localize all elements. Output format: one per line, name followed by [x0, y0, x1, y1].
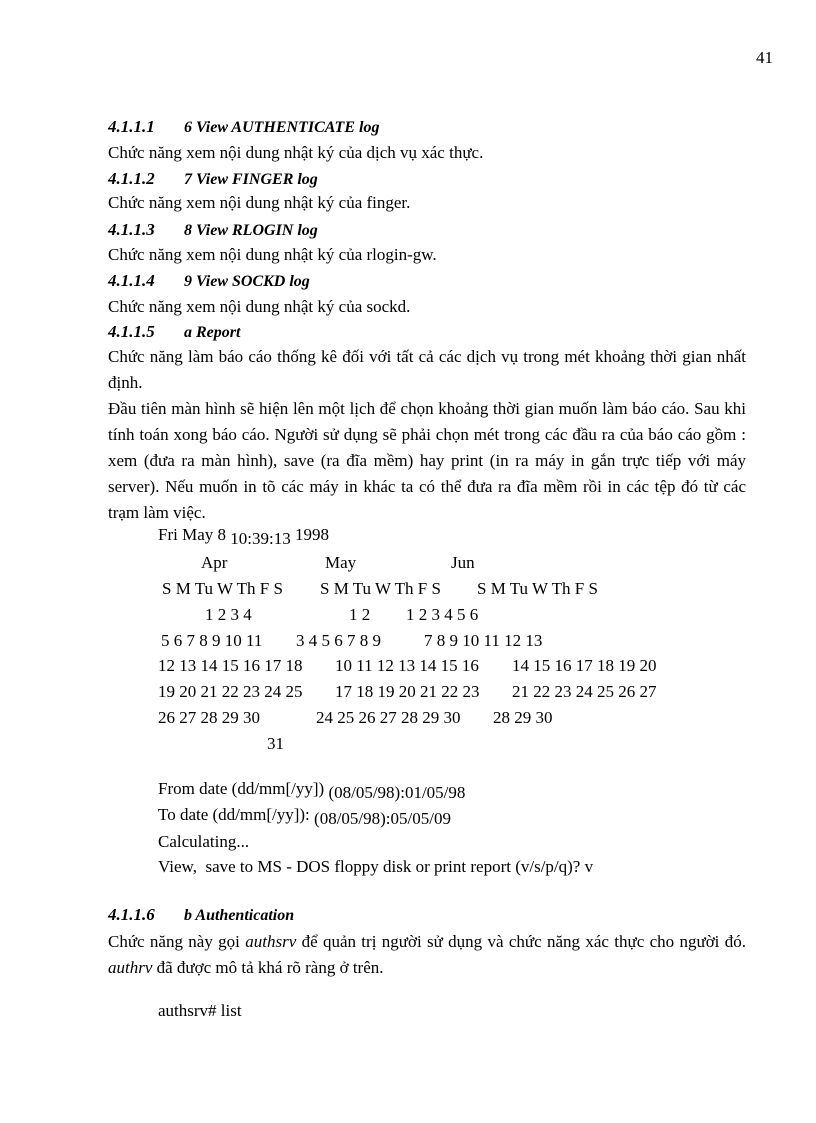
section-body: Chức năng xem nội dung nhật ký của finger. — [108, 193, 411, 212]
page-number: 41 — [756, 48, 773, 67]
calendar-line: 17 18 19 20 21 22 23 — [335, 682, 480, 701]
to-date-prompt: To date (dd/mm[/yy]): (08/05/98):05/05/09 — [158, 805, 451, 828]
calendar-line: 1 2 3 4 — [205, 605, 252, 624]
month-may: May — [325, 553, 357, 572]
section-heading — [108, 905, 294, 925]
calendar-line: 3 4 5 6 7 8 9 — [296, 631, 381, 650]
calendar-line: 24 25 26 27 28 29 30 — [316, 708, 461, 727]
section-body: Chức năng xem nội dung nhật ký của sockd. — [108, 297, 411, 316]
calendar-line: 28 29 30 — [493, 708, 553, 727]
section-body: Chức năng này gọi authsrv để quản trị người sử dụng và chức năng xác thực cho người đó. authrv đã được mô tả khá rõ ràng ở trên. — [108, 932, 746, 977]
section-number: 4.1.1.3 — [108, 220, 155, 239]
authsrv-term: authsrv — [245, 932, 297, 951]
terminal-date-line: Fri May 8 10:39:13 1998 — [158, 525, 329, 548]
section-number: 4.1.1.1 — [108, 117, 155, 136]
calendar-line: 19 20 21 22 23 24 25 — [158, 682, 303, 701]
section-heading — [108, 169, 318, 189]
section-number: 4.1.1.6 — [108, 905, 155, 924]
section-body: Chức năng xem nội dung nhật ký của rlogin-gw. — [108, 245, 437, 264]
calendar-line: 12 13 14 15 16 17 18 — [158, 656, 303, 675]
calendar-line: 1 2 3 4 5 6 — [406, 605, 479, 624]
section-heading — [108, 117, 379, 137]
calendar-line: 21 22 23 24 25 26 27 — [512, 682, 657, 701]
section-heading — [108, 322, 240, 342]
calendar-line: 26 27 28 29 30 — [158, 708, 260, 727]
weekday-header: S M Tu W Th F S — [162, 579, 283, 598]
calendar-line: 31 — [267, 734, 284, 753]
section-number: 4.1.1.2 — [108, 169, 155, 188]
section-title: a Report — [184, 324, 241, 341]
section-number: 4.1.1.5 — [108, 322, 155, 341]
calendar-line: 7 8 9 10 11 12 13 — [424, 631, 543, 650]
calendar-line: 1 2 — [349, 605, 371, 624]
calendar-line: 10 11 12 13 14 15 16 — [335, 656, 479, 675]
section-body: Chức năng xem nội dung nhật ký của dịch vụ xác thực. — [108, 143, 484, 162]
section-title: 9 View SOCKD log — [184, 273, 310, 290]
section-heading — [108, 271, 310, 291]
section-heading — [108, 220, 318, 240]
section-title: b Authentication — [184, 907, 295, 924]
view-save-prompt: View, save to MS - DOS floppy disk or print report (v/s/p/q)? v — [158, 857, 594, 876]
weekday-header: S M Tu W Th F S — [477, 579, 598, 598]
month-jun: Jun — [451, 553, 475, 572]
month-apr: Apr — [201, 553, 228, 572]
section-title: 6 View AUTHENTICATE log — [184, 119, 380, 136]
calendar-line: 5 6 7 8 9 10 11 — [161, 631, 263, 650]
calendar-line: 14 15 16 17 18 19 20 — [512, 656, 657, 675]
section-title: 8 View RLOGIN log — [184, 222, 318, 239]
section-title: 7 View FINGER log — [184, 171, 318, 188]
section-body-continued: Đầu tiên màn hình sẽ hiện lên một lịch để chọn khoảng thời gian muốn làm báo cáo. Sau khi tính toán xong báo cáo. Người sử dụng sẽ phải chọn mét trong các đầu ra của báo cáo gồm : xem (đưa ra màn hình), save (ra đĩa mềm) hay print (in ra máy in gắn trực tiếp với máy server). Nếu muốn in tõ các máy in khác ta có thể đưa ra đĩa mềm rồi in các tệp đó từ các trạm làm việc. — [108, 399, 746, 522]
calculating-text: Calculating... — [158, 832, 250, 851]
authrv-term: authrv — [108, 958, 153, 977]
weekday-header: S M Tu W Th F S — [320, 579, 441, 598]
section-number: 4.1.1.4 — [108, 271, 155, 290]
authsrv-command: authsrv# list — [158, 1001, 242, 1020]
from-date-prompt: From date (dd/mm[/yy]) (08/05/98):01/05/98 — [158, 779, 466, 802]
section-body: Chức năng làm báo cáo thống kê đối với tất cả các dịch vụ trong mét khoảng thời gian nhất định. — [108, 347, 746, 392]
